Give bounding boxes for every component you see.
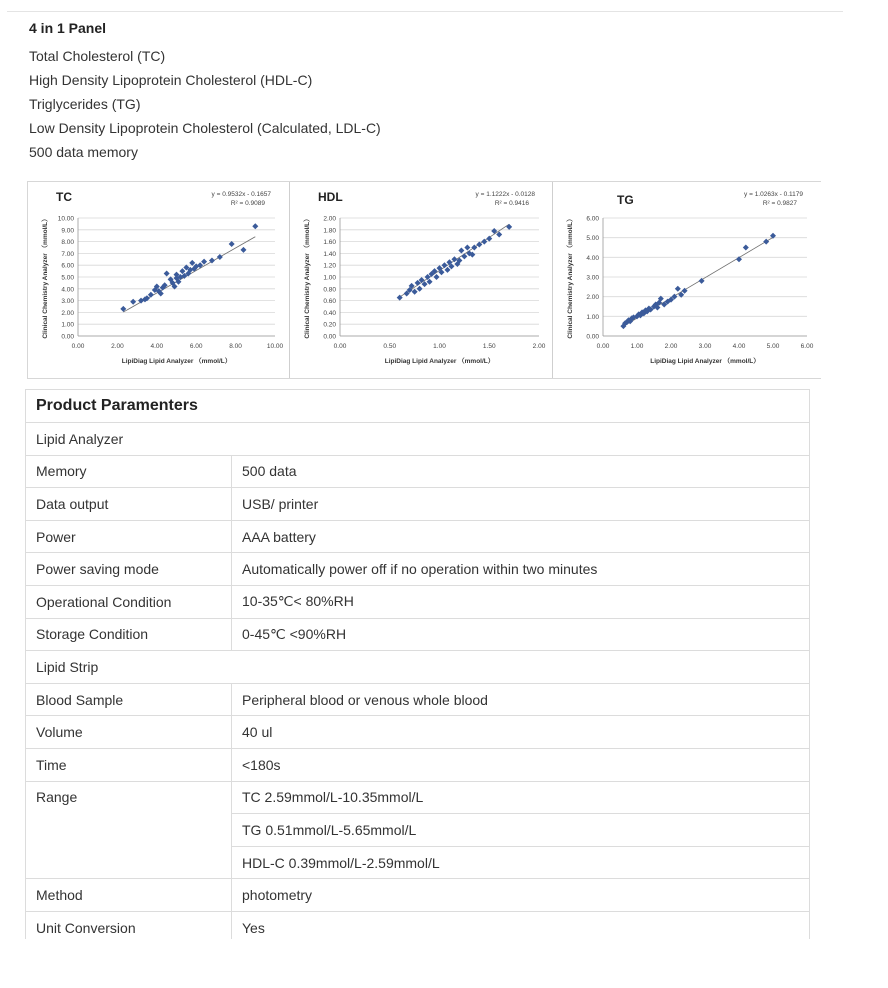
tc-xtick-label: 10.00	[266, 343, 284, 350]
hdl-point	[441, 262, 447, 268]
param-key: Storage Condition	[26, 618, 232, 651]
tg-ytick-label: 0.00	[586, 333, 599, 341]
tc-xtick-label: 6.00	[189, 343, 203, 350]
tg-ylabel: Clinical Chemistry Analyzer （mmol/L）	[567, 215, 574, 339]
table-row	[26, 618, 810, 651]
param-value: 10-35℃< 80%RH	[232, 585, 810, 618]
hdl-point	[444, 267, 450, 273]
param-value: 500 data	[232, 455, 810, 488]
hdl-point	[486, 236, 492, 242]
feature-ldl: Low Density Lipoprotein Cholesterol (Calculated, LDL-C)	[29, 120, 381, 136]
param-key: Unit Conversion	[26, 911, 232, 944]
hdl-ytick-label: 1.40	[323, 250, 336, 258]
tg-xtick-label: 2.00	[664, 343, 678, 350]
tc-point	[164, 270, 170, 276]
param-value: TG 0.51mmol/L-5.65mmol/L	[232, 814, 810, 847]
hdl-xtick-label: 0.00	[333, 343, 347, 350]
param-key: Time	[26, 748, 232, 781]
hdl-r2: R² = 0.9416	[494, 200, 529, 207]
feature-tg: Triglycerides (TG)	[29, 96, 141, 112]
param-key: Power saving mode	[26, 553, 232, 586]
param-value: Yes	[232, 911, 810, 944]
hdl-point	[458, 247, 464, 253]
table-row	[26, 553, 810, 586]
hdl-ytick-label: 0.00	[323, 333, 336, 341]
hdl-ytick-label: 1.20	[323, 262, 336, 270]
chart-tc-svg	[28, 182, 289, 378]
tc-ytick-label: 3.00	[61, 298, 74, 306]
tg-xtick-label: 0.00	[596, 343, 610, 350]
param-value: 40 ul	[232, 716, 810, 749]
tg-ytick-label: 1.00	[586, 313, 599, 321]
hdl-ytick-label: 2.00	[323, 215, 336, 223]
section-heading-analyzer: Lipid Analyzer	[26, 423, 810, 456]
tg-r2: R² = 0.9827	[762, 200, 797, 207]
param-value: TC 2.59mmol/L-10.35mmol/L	[232, 781, 810, 814]
tg-xtick-label: 6.00	[800, 343, 814, 350]
hdl-point	[412, 289, 418, 295]
page-bottom	[0, 939, 888, 988]
tc-r2: R² = 0.9089	[230, 200, 265, 207]
tc-ytick-label: 0.00	[61, 333, 74, 341]
tg-xtick-label: 5.00	[766, 343, 780, 350]
tc-xtick-label: 4.00	[150, 343, 164, 350]
hdl-point	[471, 245, 477, 251]
hdl-xtick-label: 0.50	[383, 343, 397, 350]
hdl-point	[464, 245, 470, 251]
param-key: Blood Sample	[26, 683, 232, 716]
param-value: <180s	[232, 748, 810, 781]
hdl-ytick-label: 1.00	[323, 274, 336, 282]
hdl-equation: y = 1.1222x - 0.0128	[475, 191, 535, 198]
feature-hdl: High Density Lipoprotein Cholesterol (HDL-C)	[29, 72, 313, 88]
tg-point	[675, 286, 681, 292]
tg-xtick-label: 3.00	[698, 343, 712, 350]
hdl-point	[451, 256, 457, 262]
tg-point	[763, 239, 769, 245]
hdl-point	[506, 224, 512, 230]
tc-point	[217, 254, 223, 260]
table-row	[26, 748, 810, 781]
tc-point	[201, 259, 207, 265]
tg-ytick-label: 3.00	[586, 274, 599, 282]
correlation-charts	[27, 181, 821, 379]
tg-xtick-label: 1.00	[630, 343, 644, 350]
tg-xtick-label: 4.00	[732, 343, 746, 350]
hdl-ytick-label: 0.40	[323, 309, 336, 317]
table-row	[26, 781, 810, 814]
table-row	[26, 683, 810, 716]
tg-ytick-label: 2.00	[586, 294, 599, 302]
section-row	[26, 423, 810, 456]
tc-ytick-label: 2.00	[61, 309, 74, 317]
hdl-point	[461, 253, 467, 259]
tc-point	[130, 299, 136, 305]
param-value: Peripheral blood or venous whole blood	[232, 683, 810, 716]
tc-ytick-label: 1.00	[61, 321, 74, 329]
param-value: USB/ printer	[232, 488, 810, 521]
tc-ylabel: Clinical Chemistry Analyzer （mmol/L）	[42, 215, 49, 339]
tc-ytick-label: 7.00	[61, 250, 74, 258]
hdl-point	[417, 286, 423, 292]
param-value: Automatically power off if no operation within two minutes	[232, 553, 810, 586]
tg-ytick-label: 6.00	[586, 215, 599, 223]
tg-point	[743, 245, 749, 251]
product-parameters	[25, 389, 811, 945]
section-row	[26, 651, 810, 684]
feature-tc: Total Cholesterol (TC)	[29, 48, 166, 64]
chart-tc	[28, 182, 289, 378]
chart-tg-svg	[553, 182, 821, 378]
hdl-title: HDL	[318, 190, 343, 204]
tc-point	[148, 292, 154, 298]
tg-xlabel: LipiDiag Lipid Analyzer （mmol/L）	[650, 358, 760, 365]
param-key: Range	[26, 781, 232, 879]
hdl-ytick-label: 0.20	[323, 321, 336, 329]
param-key: Operational Condition	[26, 585, 232, 618]
tc-xtick-label: 8.00	[229, 343, 242, 350]
table-row	[26, 455, 810, 488]
section-heading-strip: Lipid Strip	[26, 651, 810, 684]
param-value: AAA battery	[232, 520, 810, 553]
parameters-table	[25, 389, 810, 945]
table-row	[26, 716, 810, 749]
param-key: Data output	[26, 488, 232, 521]
table-title-row	[26, 390, 810, 423]
table-row	[26, 520, 810, 553]
tc-point	[252, 223, 258, 229]
tg-ytick-label: 5.00	[586, 235, 599, 243]
param-value: HDL-C 0.39mmol/L-2.59mmol/L	[232, 846, 810, 879]
tc-xlabel: LipiDiag Lipid Analyzer （mmol/L）	[121, 358, 232, 365]
tc-ytick-label: 10.00	[57, 215, 74, 223]
param-key: Method	[26, 879, 232, 912]
tc-ytick-label: 4.00	[61, 286, 74, 294]
hdl-xtick-label: 2.00	[532, 343, 546, 350]
chart-hdl	[289, 182, 553, 378]
tc-ytick-label: 5.00	[61, 274, 74, 282]
chart-hdl-svg	[290, 182, 553, 378]
hdl-ytick-label: 1.80	[323, 227, 336, 235]
tc-point	[240, 247, 246, 253]
table-row	[26, 488, 810, 521]
param-value: 0-45℃ <90%RH	[232, 618, 810, 651]
hdl-ylabel: Clinical Chemistry Analyzer （mmol/L）	[304, 215, 311, 339]
hdl-ytick-label: 0.60	[323, 298, 336, 306]
panel-title: 4 in 1 Panel	[29, 20, 107, 36]
table-title: Product Paramenters	[26, 390, 810, 423]
param-value: photometry	[232, 879, 810, 912]
panel-intro	[29, 20, 381, 164]
tg-title: TG	[617, 193, 634, 207]
hdl-point	[434, 274, 440, 280]
feature-memory: 500 data memory	[29, 144, 138, 160]
table-row	[26, 879, 810, 912]
tc-xtick-label: 0.00	[71, 343, 85, 350]
hdl-xlabel: LipiDiag Lipid Analyzer （mmol/L）	[384, 358, 495, 365]
chart-tg	[552, 182, 821, 378]
hdl-ytick-label: 0.80	[323, 286, 336, 294]
hdl-ytick-label: 1.60	[323, 239, 336, 247]
param-key: Power	[26, 520, 232, 553]
hdl-xtick-label: 1.50	[482, 343, 496, 350]
hdl-xtick-label: 1.00	[433, 343, 446, 350]
tg-ytick-label: 4.00	[586, 254, 599, 262]
tg-equation: y = 1.0263x - 0.1179	[744, 191, 803, 198]
tc-ytick-label: 8.00	[61, 239, 74, 247]
param-key: Memory	[26, 455, 232, 488]
tc-xtick-label: 2.00	[111, 343, 124, 350]
tc-equation: y = 0.9532x - 0.1657	[211, 191, 271, 198]
tc-ytick-label: 6.00	[61, 262, 74, 270]
param-key: Volume	[26, 716, 232, 749]
tc-ytick-label: 9.00	[61, 227, 74, 235]
table-row	[26, 585, 810, 618]
tc-title: TC	[56, 190, 72, 204]
